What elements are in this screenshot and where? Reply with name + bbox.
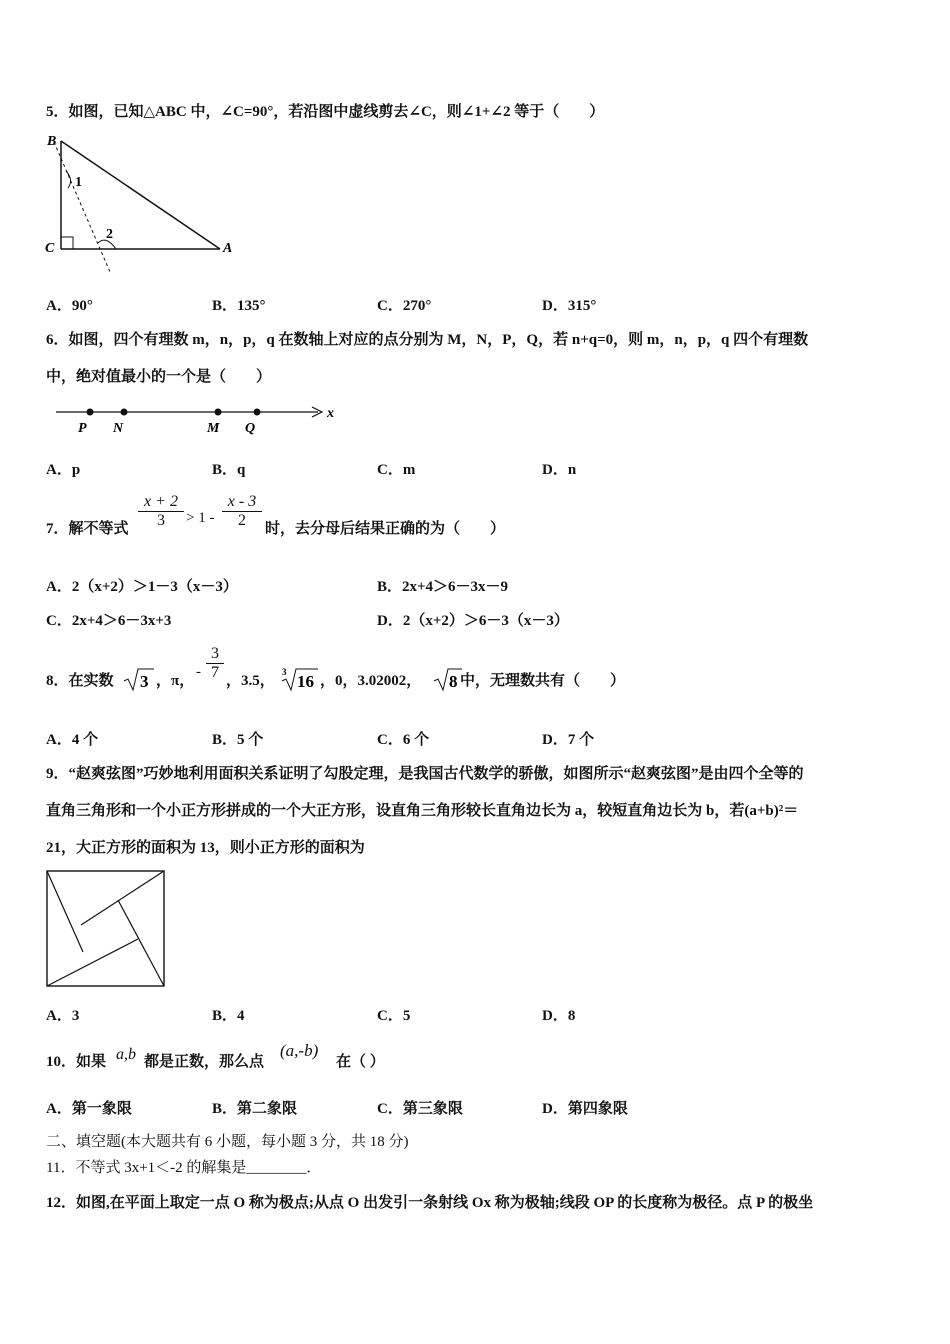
q8-prefix: 8．在实数 [46, 673, 114, 689]
q7-suffix: 时，去分母后结果正确的为（ ） [265, 521, 506, 537]
q7-option-a[interactable]: A．2（x+2）＞1－3（x－3） [46, 579, 238, 595]
q6-label-P: P [78, 421, 87, 436]
q8-cube-root-16 [280, 665, 320, 693]
q5-option-a[interactable]: A．90° [46, 298, 93, 314]
q9-option-a[interactable]: A．3 [46, 1008, 80, 1024]
q5-label-C: C [45, 241, 55, 256]
q8-sqrt3 [122, 665, 156, 693]
q8-cbrt-value: 16 [297, 672, 314, 691]
q8-option-c[interactable]: C．6 个 [377, 732, 430, 748]
q8-sqrt3-value: 3 [140, 672, 149, 691]
q10-suffix: 在（ ） [336, 1054, 385, 1070]
q6-option-b[interactable]: B．q [212, 462, 246, 478]
q5-stem: 5．如图，已知△ABC 中，∠C=90°，若沿图中虚线剪去∠C，则∠1+∠2 等于（ ） [46, 104, 605, 120]
q8-frac-denominator: 7 [206, 663, 224, 682]
q11-stem: 11．不等式 3x+1＜-2 的解集是________． [46, 1160, 322, 1176]
q7-option-b[interactable]: B．2x+4＞6－3x－9 [377, 579, 509, 595]
q8-frac-numerator: 3 [211, 645, 219, 662]
q9-option-d[interactable]: D．8 [542, 1008, 576, 1024]
q8-pi: ，π， [156, 673, 195, 689]
q12-stem: 12．如图,在平面上取定一点 O 称为极点;从点 O 出发引一条射线 Ox 称为极轴;线段 OP 的长度称为极径。点 P 的极坐 [46, 1195, 814, 1211]
q10-option-b[interactable]: B．第二象限 [212, 1101, 298, 1117]
q8-cbrt-index: 3 [282, 667, 287, 677]
q6-stem-line2: 中，绝对值最小的一个是（ ） [46, 369, 272, 385]
q8-mid: ，3.5， [226, 673, 275, 689]
q10-mid: 都是正数，那么点 [144, 1054, 265, 1070]
q6-stem-line1: 6．如图，四个有理数 m，n，p，q 在数轴上对应的点分别为 M，N，P，Q，若 n+q=0，则 m，n，p，q 四个有理数 [46, 332, 809, 348]
q9-zhao-shuang-diagram [46, 870, 166, 988]
q6-number-line [50, 400, 350, 440]
q7-fraction-2 [222, 493, 262, 530]
q5-label-A: A [223, 241, 233, 256]
q6-option-a[interactable]: A．p [46, 462, 81, 478]
q7-option-c[interactable]: C．2x+4＞6－3x+3 [46, 613, 172, 629]
q7-middle: > 1 - [186, 510, 215, 526]
q5-option-b[interactable]: B．135° [212, 298, 266, 314]
q6-label-M: M [207, 421, 220, 436]
q5-label-1: 1 [75, 175, 82, 190]
q8-negative-sign: - [196, 664, 201, 680]
q7-fraction-1 [138, 493, 184, 530]
q5-label-B: B [47, 134, 57, 149]
q8-mid2: ，0，3.02002， [320, 673, 422, 689]
section2-heading: 二、填空题(本大题共有 6 小题，每小题 3 分，共 18 分) [46, 1134, 409, 1150]
q5-option-d[interactable]: D．315° [542, 298, 597, 314]
q8-option-b[interactable]: B．5 个 [212, 732, 264, 748]
q7-prefix: 7．解不等式 [46, 521, 129, 537]
q5-triangle-figure [40, 128, 240, 278]
q8-sqrt8 [432, 665, 462, 693]
q10-vars: a,b [116, 1046, 136, 1063]
q8-fraction [206, 645, 224, 682]
q6-label-N: N [113, 421, 124, 436]
q7-frac1-denominator: 3 [138, 511, 184, 530]
q6-label-x: x [327, 406, 334, 421]
q7-frac1-numerator: x + 2 [144, 493, 178, 510]
q8-sqrt8-value: 8 [449, 672, 458, 691]
q6-option-d[interactable]: D．n [542, 462, 577, 478]
q8-suffix: 中，无理数共有（ ） [460, 673, 626, 689]
q6-option-c[interactable]: C．m [377, 462, 416, 478]
q8-option-d[interactable]: D．7 个 [542, 732, 595, 748]
q9-stem-line1: 9．“赵爽弦图”巧妙地利用面积关系证明了勾股定理，是我国古代数学的骄傲，如图所示“赵爽弦图”是由四个全等的 [46, 766, 804, 782]
q5-label-2: 2 [106, 227, 113, 242]
q7-frac2-numerator: x - 3 [227, 493, 257, 510]
q10-prefix: 10．如果 [46, 1054, 107, 1070]
q10-option-d[interactable]: D．第四象限 [542, 1101, 628, 1117]
q9-stem-line3: 21，大正方形的面积为 13，则小正方形的面积为 [46, 840, 365, 856]
q9-option-b[interactable]: B．4 [212, 1008, 245, 1024]
q10-point: (a,-b) [280, 1041, 319, 1060]
q10-option-c[interactable]: C．第三象限 [377, 1101, 463, 1117]
q8-option-a[interactable]: A．4 个 [46, 732, 99, 748]
q5-option-c[interactable]: C．270° [377, 298, 432, 314]
q7-option-d[interactable]: D．2（x+2）＞6－3（x－3） [377, 613, 569, 629]
q6-label-Q: Q [245, 421, 256, 436]
q10-option-a[interactable]: A．第一象限 [46, 1101, 132, 1117]
q7-frac2-denominator: 2 [222, 511, 262, 530]
q9-option-c[interactable]: C．5 [377, 1008, 411, 1024]
q9-stem-line2: 直角三角形和一个小正方形拼成的一个大正方形，设直角三角形较长直角边长为 a，较短直角边长为 b，若(a+b)²＝ [46, 803, 799, 819]
